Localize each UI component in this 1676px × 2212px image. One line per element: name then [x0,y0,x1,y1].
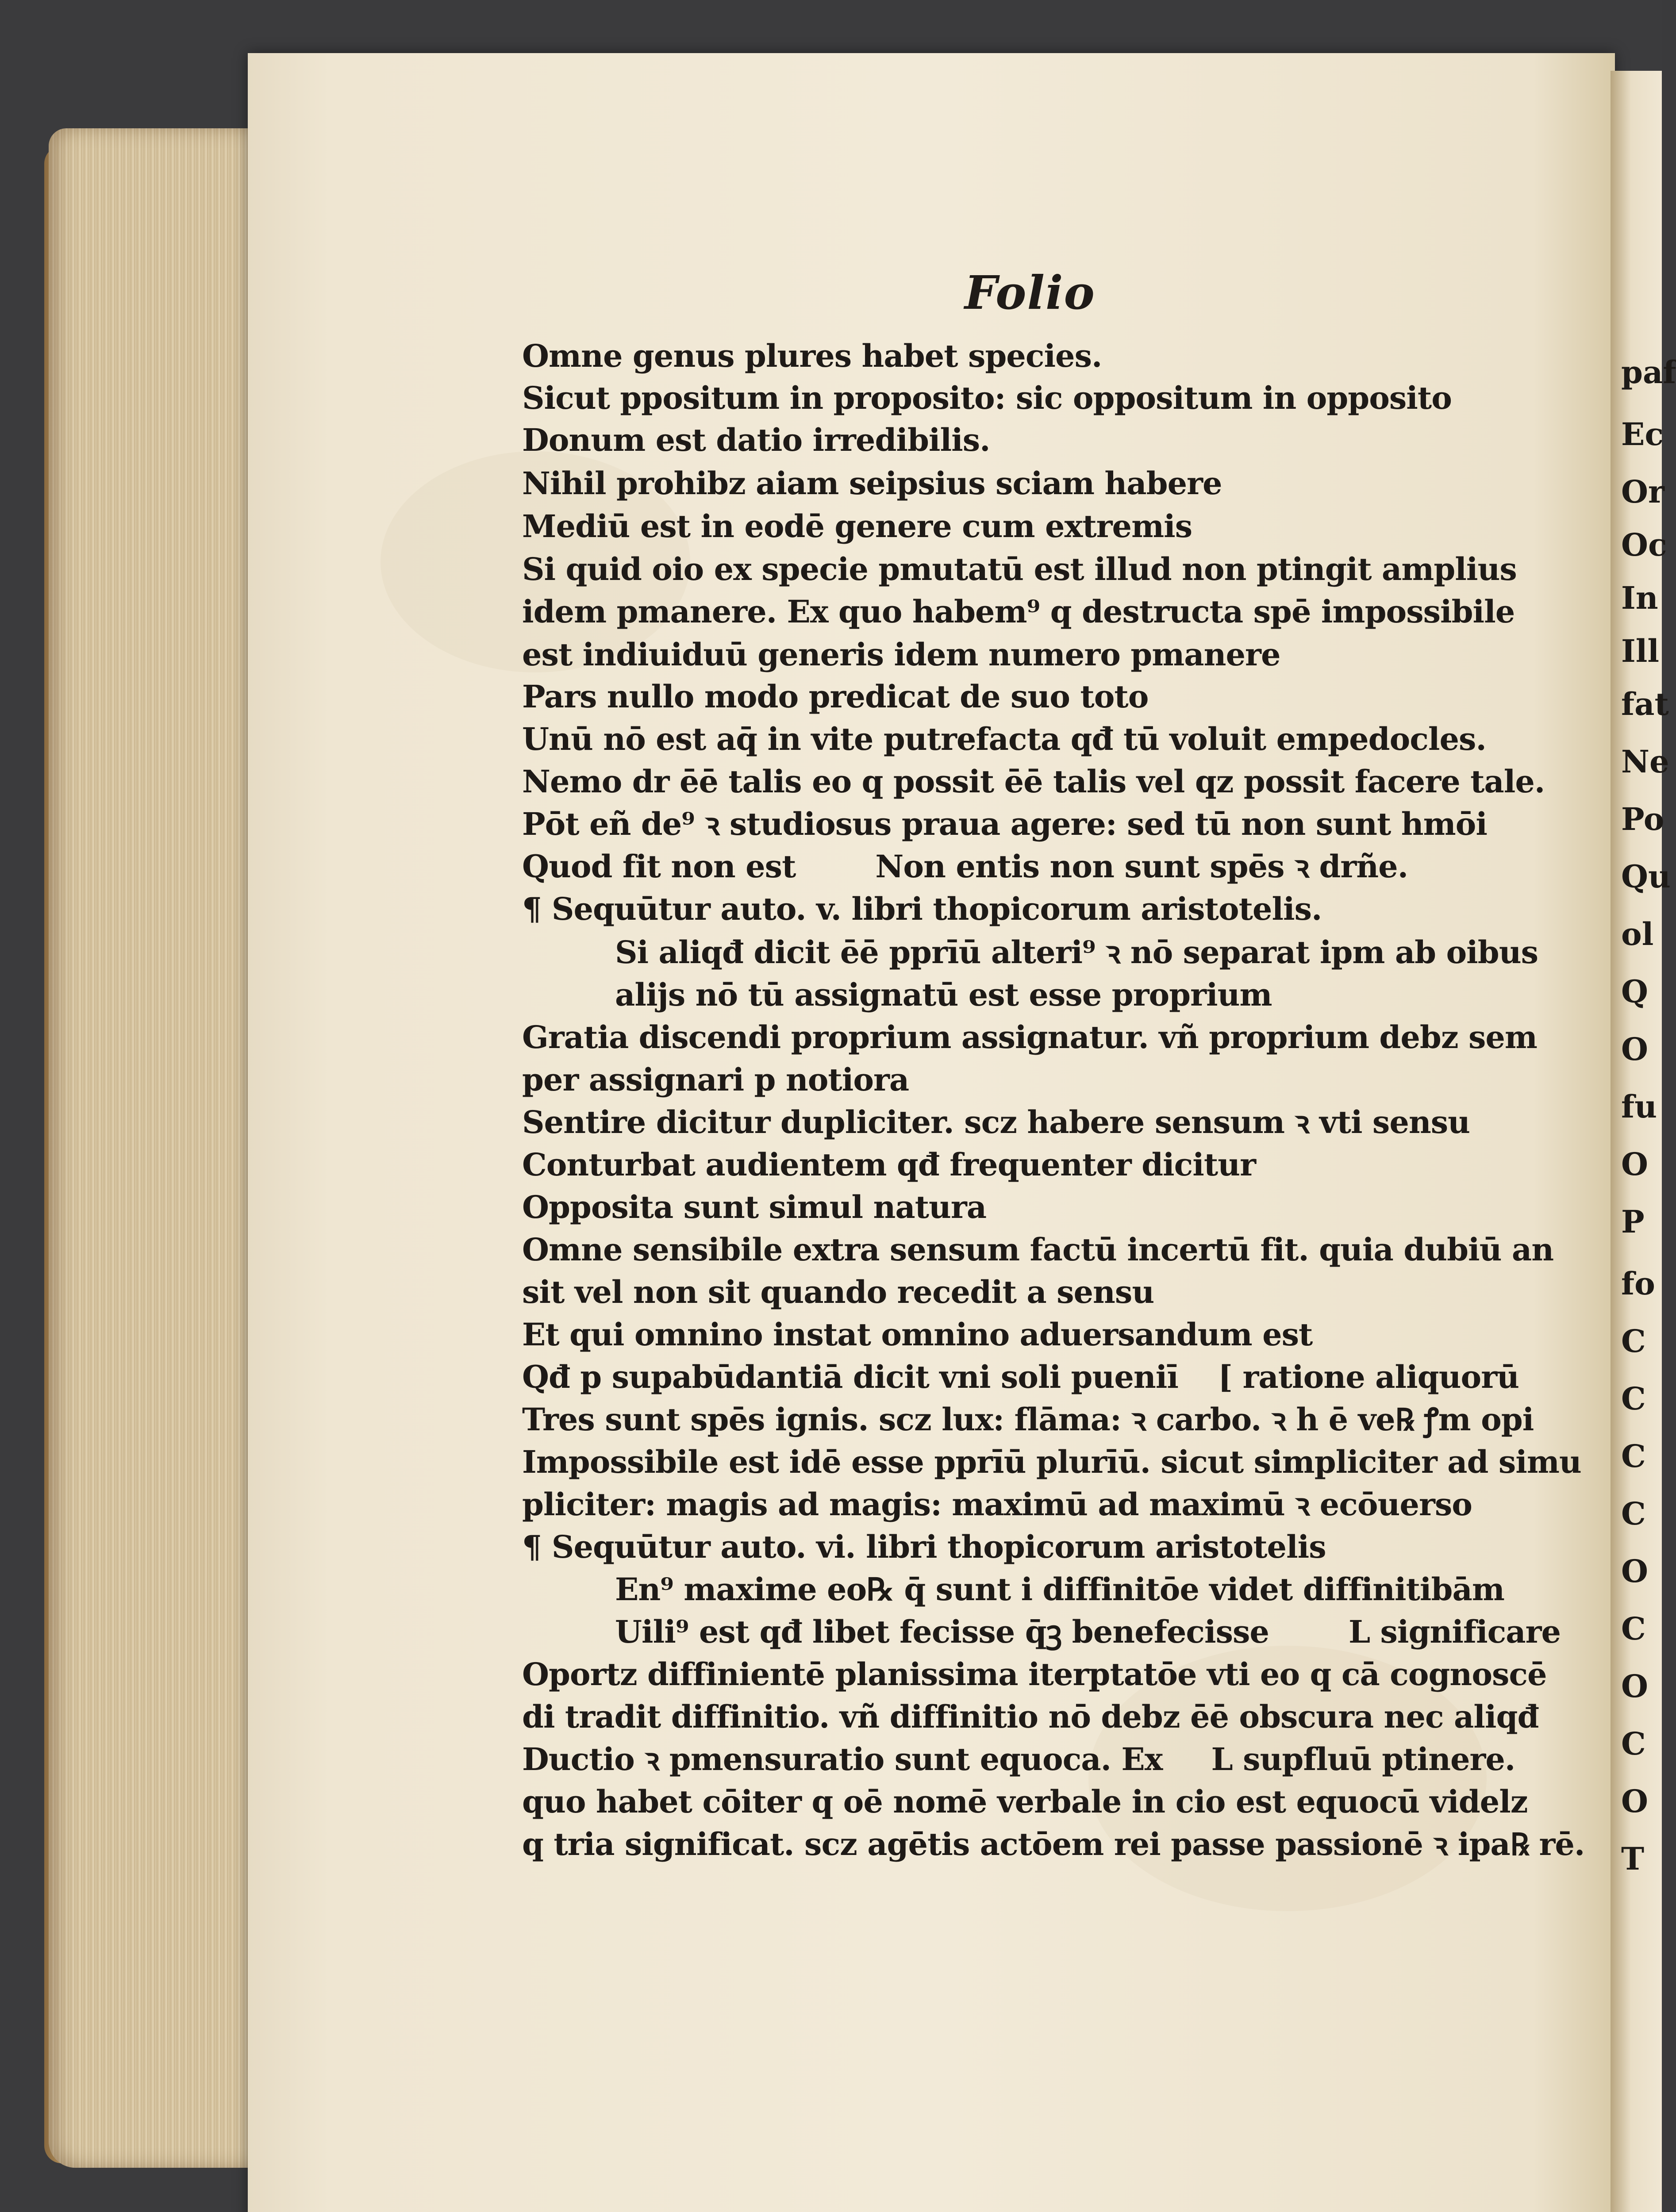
text-line-8: est indiuiduū generis idem numero pmanere [522,636,1280,673]
text-line-12: Pōt eñ de⁹ ꝛ studiosus praua agere: sed tū non sunt hmōi [522,806,1487,842]
text-line-13b: Non entis non sunt spēs ꝛ drñe. [875,848,1408,885]
text-line-24: Et qui omnino instat omnino aduersandum est [522,1316,1313,1353]
text-line-13a: Quod fit non est [522,848,796,885]
text-line-17: Gratia discendi proprium assignatur. vñ proprium debz sem [522,1019,1537,1056]
text-line-4: Nihil prohibz aiam seipsius sciam habere [522,465,1222,502]
facing-page-fragment: fat [1621,686,1669,722]
text-line-20: Conturbat audientem qđ frequenter dicitur [522,1146,1256,1183]
text-line-35: quo habet cōiter q oē nomē verbale in cio est equocū videlz [522,1783,1528,1820]
text-line-25 [522,1355,1519,1399]
text-line-7: idem pmanere. Ex quo habem⁹ q destructa spē impossibile [522,593,1515,630]
text-line-2: Sicut ppositum in proposito: sic oppositum in opposito [522,380,1452,416]
facing-page-fragment: O [1621,1668,1648,1705]
text-line-31 [615,1610,1561,1654]
facing-page-fragment: Or [1621,473,1664,510]
text-line-21: Opposita sunt simul natura [522,1189,987,1225]
text-line-3: Donum est datio irredibilis. [522,422,990,458]
text-line-27: Impossibile est idē esse pprīū plurīū. sicut simpliciter ad simu [522,1444,1581,1480]
facing-page-fragment: T [1621,1840,1645,1877]
facing-page-fragment: O [1621,1783,1648,1820]
text-line-26: Tres sunt spēs ignis. scz lux: flāma: ꝛ carbo. ꝛ h ē ve℞ ꝭm opi [522,1401,1534,1438]
facing-page-fragment: C [1621,1495,1646,1532]
text-line-11: Nemo dr ēē talis eo q possit ēē talis vel qz possit facere tale. [522,763,1545,800]
text-line-25b: [ ratione aliquorū [1218,1359,1519,1395]
facing-page-fragment: C [1621,1725,1646,1762]
facing-page-fragment: In [1621,580,1658,616]
text-line-18: per assignari p notiora [522,1061,909,1098]
text-line-36: q tria significat. scz agētis actōem rei passe passionē ꝛ ipa℞ rē. [522,1826,1585,1863]
facing-page-fragment: C [1621,1610,1646,1647]
text-line-1: Omne genus plures habet species. [522,338,1102,374]
text-line-5: Mediū est in eodē genere cum extremis [522,508,1192,545]
text-line-31b: L significare [1348,1613,1561,1650]
facing-page-fragment: Qu [1621,858,1671,895]
text-line-10: Unū nō est aq̄ in vite putrefacta qđ tū voluit empedocles. [522,721,1486,757]
facing-page-edge [1611,71,1676,2212]
facing-page-fragment: paf [1621,354,1676,391]
text-line-16: alijs nō tū assignatū est esse proprium [615,976,1272,1013]
facing-page-fragment: Oc [1621,526,1667,563]
facing-page-fragment: ol [1621,916,1654,952]
facing-page-fragment: P [1621,1203,1645,1240]
text-line-15: Si aliqđ dicit ēē pprīū alteri⁹ ꝛ nō separat ipm ab oibus [615,934,1538,971]
facing-page-fragment: Q [1621,973,1648,1010]
text-line-34 [522,1737,1515,1782]
text-line-34b: L supfluū ptinere. [1211,1741,1515,1778]
book-fore-edge [49,128,270,2168]
text-line-34a: Ductio ꝛ pmensuratio sunt equoca. Ex [522,1741,1163,1778]
facing-page-fragment: C [1621,1323,1646,1359]
text-line-31a: Uili⁹ est qđ libet fecisse q̄ꝫ benefecisse [615,1613,1269,1650]
text-line-9: Pars nullo modo predicat de suo toto [522,678,1149,715]
facing-page-fragment: Po [1621,801,1664,837]
facing-page-fragment: C [1621,1438,1646,1475]
facing-page-fragment: O [1621,1146,1648,1183]
facing-page-fragment: C [1621,1380,1646,1417]
section-heading-6: ¶ Sequūtur auto. vi. libri thopicorum aristotelis [522,1528,1326,1565]
facing-page-fragment: O [1621,1553,1648,1590]
text-line-23: sit vel non sit quando recedit a sensu [522,1274,1154,1310]
facing-page-fragment: fu [1621,1088,1657,1125]
page-header: Folio [965,265,1096,320]
facing-page-fragment: O [1621,1031,1648,1068]
facing-page-fragment: Ne [1621,743,1669,780]
text-line-22: Omne sensibile extra sensum factū incertū fit. quia dubiū an [522,1231,1554,1268]
text-line-6: Si quid oio ex specie pmutatū est illud non ptingit amplius [522,551,1517,588]
text-line-30: En⁹ maxime eo℞ q̄ sunt i diffinitōe videt diffinitibām [615,1571,1504,1608]
facing-page-fragment: Ec [1621,416,1664,453]
text-line-28: pliciter: magis ad magis: maximū ad maximū ꝛ ecōuerso [522,1486,1472,1523]
text-line-19: Sentire dicitur dupliciter. scz habere sensum ꝛ vti sensu [522,1104,1470,1141]
text-line-32: Oportz diffinientē planissima iterptatōe vti eo q cā cognoscē [522,1656,1547,1693]
facing-page-fragment: fo [1621,1265,1655,1302]
section-heading-5: ¶ Sequūtur auto. v. libri thopicorum aristotelis. [522,891,1322,927]
facing-page-fragment: Ill [1621,633,1659,669]
text-line-25a: Qđ p supabūdantiā dicit vni soli pueniī [522,1359,1178,1395]
text-line-13 [522,845,1408,889]
text-line-33: di tradit diffinitio. vñ diffinitio nō debz ēē obscura nec aliqđ [522,1698,1539,1735]
